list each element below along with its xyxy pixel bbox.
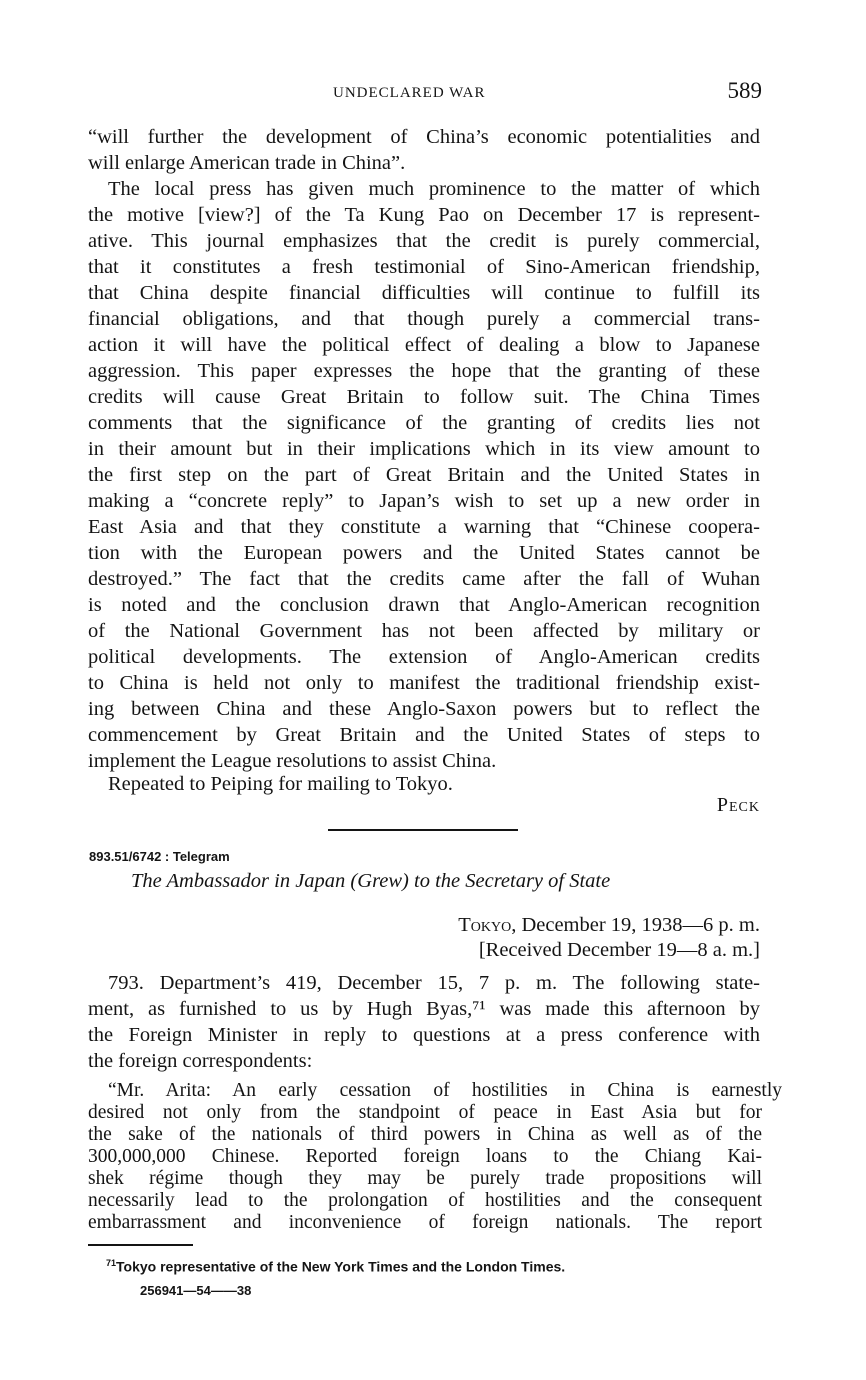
- page-number: 589: [727, 78, 762, 103]
- footnote-text: Tokyo representative of the New York Times and the London Times.: [116, 1258, 566, 1275]
- text-line: tion with the European powers and the United States cannot be: [88, 542, 760, 564]
- text-line: the Foreign Minister in reply to questions at a press conference with: [88, 1024, 760, 1046]
- document-title: The Ambassador in Japan (Grew) to the Secretary of State: [131, 870, 611, 892]
- text-line: credits will cause Great Britain to follow suit. The China Times: [88, 386, 760, 408]
- text-line: ing between China and these Anglo-Saxon powers but to reflect the: [88, 698, 760, 720]
- quote-line: the sake of the nationals of third powers in China as well as of the: [88, 1124, 762, 1145]
- text-line: ative. This journal emphasizes that the credit is purely commercial,: [88, 230, 760, 252]
- text-line: ment, as furnished to us by Hugh Byas,⁷¹ was made this afternoon by: [88, 998, 760, 1020]
- quote-line: necessarily lead to the prolongation of hostilities and the consequent: [88, 1190, 762, 1211]
- text-line: the first step on the part of Great Britain and the United States in: [88, 464, 760, 486]
- text-line: in their amount but in their implications which in its view amount to: [88, 438, 760, 460]
- text-line: that it constitutes a fresh testimonial of Sino-American friendship,: [88, 256, 760, 278]
- quote-line: desired not only from the standpoint of peace in East Asia but for: [88, 1102, 762, 1123]
- print-reference: 256941—54——38: [140, 1283, 252, 1298]
- dateline-place: Tokyo: [458, 914, 512, 936]
- footnote-divider: [88, 1244, 193, 1246]
- text-line: Repeated to Peiping for mailing to Tokyo.: [108, 773, 453, 795]
- text-line: financial obligations, and that though purely a commercial trans-: [88, 308, 760, 330]
- text-line: the foreign correspondents:: [88, 1050, 313, 1072]
- quote-line: “Mr. Arita: An early cessation of hostilities in China is earnestly: [108, 1080, 782, 1101]
- section-divider: [328, 829, 518, 831]
- text-line: 793. Department’s 419, December 15, 7 p. m. The following state-: [108, 972, 760, 994]
- dateline: [458, 914, 760, 937]
- signature: Peck: [716, 794, 760, 816]
- text-line: East Asia and that they constitute a warning that “Chinese coopera-: [88, 516, 760, 538]
- quote-line: embarrassment and inconvenience of foreign nationals. The report: [88, 1212, 762, 1233]
- footnote: [106, 1258, 565, 1275]
- text-line: of the National Government has not been affected by military or: [88, 620, 760, 642]
- running-title: UNDECLARED WAR: [333, 85, 486, 101]
- quote-line: 300,000,000 Chinese. Reported foreign loans to the Chiang Kai-: [88, 1146, 762, 1167]
- text-line: “will further the development of China’s economic potentialities and: [88, 126, 760, 148]
- text-line: that China despite financial difficulties will continue to fulfill its: [88, 282, 760, 304]
- text-line: commencement by Great Britain and the United States of steps to: [88, 724, 760, 746]
- received-line: [Received December 19—8 a. m.]: [478, 939, 760, 961]
- text-line: action it will have the political effect of dealing a blow to Japanese: [88, 334, 760, 356]
- quote-line: shek régime though they may be purely trade propositions will: [88, 1168, 762, 1189]
- text-line: political developments. The extension of Anglo-American credits: [88, 646, 760, 668]
- dateline-date: , December 19, 1938—6 p. m.: [511, 914, 760, 936]
- text-line: implement the League resolutions to assist China.: [88, 750, 497, 772]
- footnote-marker: 71: [106, 1258, 117, 1268]
- text-line: The local press has given much prominence to the matter of which: [108, 178, 760, 200]
- text-line: the motive [view?] of the Ta Kung Pao on December 17 is represent-: [88, 204, 760, 226]
- text-line: making a “concrete reply” to Japan’s wish to set up a new order in: [88, 490, 760, 512]
- document-reference: 893.51/6742 : Telegram: [89, 849, 230, 864]
- text-line: aggression. This paper expresses the hope that the granting of these: [88, 360, 760, 382]
- text-line: to China is held not only to manifest the traditional friendship exist-: [88, 672, 760, 694]
- text-line: is noted and the conclusion drawn that Anglo-American recognition: [88, 594, 760, 616]
- text-line: destroyed.” The fact that the credits came after the fall of Wuhan: [88, 568, 760, 590]
- text-line: comments that the significance of the granting of credits lies not: [88, 412, 760, 434]
- text-line: will enlarge American trade in China”.: [88, 152, 406, 174]
